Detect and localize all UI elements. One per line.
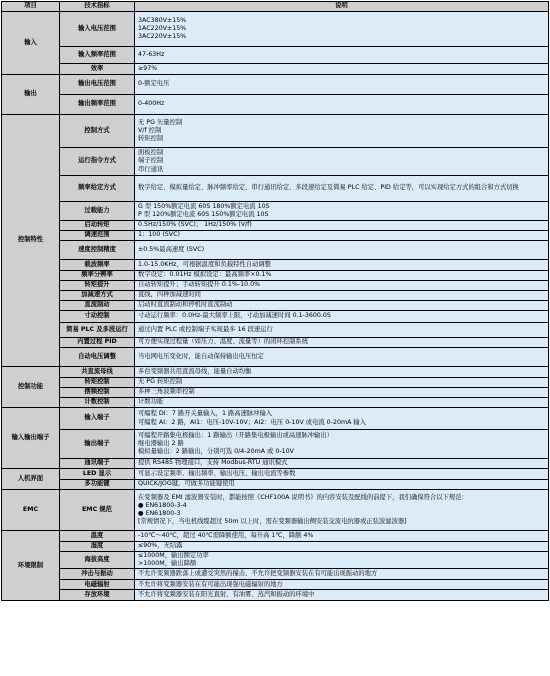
description-line: 可编程 DI：7 路开关量输入，1 路高速脉冲输入	[138, 410, 273, 418]
table-row	[2, 95, 549, 115]
description-line: [常规情况下，当电机线缆超过 50m 以上时，需在变频器输出侧安装交流电抗器或正弦波滤波器]	[138, 518, 407, 526]
table-row	[2, 348, 549, 367]
description-cell	[135, 231, 549, 241]
description-cell	[135, 430, 549, 459]
description-line: -10℃～40℃，超过 40℃需降额使用，每升高 1℃，降额 4%	[138, 531, 314, 539]
table-row	[2, 323, 549, 338]
description-cell	[135, 95, 549, 115]
table-row	[2, 75, 549, 95]
table-row	[2, 480, 549, 490]
parameter-cell: 简易 PLC 及多段运行	[60, 323, 135, 338]
table-row	[2, 569, 549, 580]
parameter-cell: 效率	[60, 64, 135, 75]
parameter-cell: 速度控制精度	[60, 241, 135, 260]
table-row	[2, 430, 549, 459]
parameter-cell: 输入频率范围	[60, 47, 135, 64]
parameter-cell: 寸动控制	[60, 311, 135, 323]
description-cell	[135, 378, 549, 388]
description-cell	[135, 12, 549, 47]
description-line: 计数功能	[138, 398, 164, 406]
table-row	[2, 281, 549, 291]
description-cell	[135, 569, 549, 580]
description-line: 继电器输出 2 路	[138, 439, 184, 447]
parameter-cell: 调速范围	[60, 231, 135, 241]
description-cell	[135, 176, 549, 202]
description-cell	[135, 388, 549, 398]
description-line: 0-额定电压	[138, 80, 170, 88]
table-row	[2, 459, 549, 469]
parameter-cell: 自动电压调整	[60, 348, 135, 367]
description-cell	[135, 281, 549, 291]
parameter-cell: 湿度	[60, 542, 135, 552]
description-line: 自动转矩提升；手动转矩提升 0.1%-10.0%	[138, 281, 261, 289]
description-cell	[135, 291, 549, 301]
description-line: 3AC380V±15%	[138, 16, 187, 24]
description-line: 可显示设定频率、输出频率、输出电压、输出电流等参数	[138, 469, 296, 477]
table-row	[2, 388, 549, 398]
table-row	[2, 221, 549, 231]
description-line: 0-400Hz	[138, 100, 165, 108]
description-line: QUICK/JOG键，可做多功能键使用	[138, 480, 235, 488]
table-row	[2, 590, 549, 601]
description-line: 在变频器及 EMI 滤波器安装时，都能按照《CHF100A 说明书》的内容安装及配线的前提下，我们确保符合以下规范：	[138, 493, 468, 501]
description-cell	[135, 115, 549, 148]
parameter-cell: 启动转矩	[60, 221, 135, 231]
description-cell	[135, 408, 549, 430]
description-cell	[135, 301, 549, 311]
description-line: 无 PG 矢量控制	[138, 118, 183, 126]
table-row	[2, 260, 549, 271]
description-line: 面板控制	[138, 149, 164, 157]
table-row	[2, 378, 549, 388]
table-row	[2, 542, 549, 552]
description-line: 1AC220V±15%	[138, 24, 187, 32]
category-cell: 输入	[2, 12, 60, 75]
description-cell	[135, 490, 549, 531]
description-line: 模拟量输出：2 路输出，分别可选 0/4-20mA 或 0-10V	[138, 448, 294, 456]
description-line: ● EN61800-3-4	[138, 501, 187, 509]
category-cell: 输入输出端子	[2, 408, 60, 469]
table-row	[2, 115, 549, 148]
table-row	[2, 338, 549, 348]
category-cell: EMC	[2, 490, 60, 531]
table-row	[2, 398, 549, 408]
description-line: 不允许将变频器安装在阳光直射、有油雾、蒸汽和振动的环境中	[138, 591, 315, 599]
parameter-cell: 海拔高度	[60, 552, 135, 569]
parameter-cell: 输出端子	[60, 430, 135, 459]
spec-table-container	[1, 1, 548, 601]
table-row	[2, 176, 549, 202]
description-line: 通过内置 PLC 或控制端子实现最多 16 段速运行	[138, 325, 273, 333]
parameter-cell: 加减速方式	[60, 291, 135, 301]
parameter-cell: 通讯端子	[60, 459, 135, 469]
table-row	[2, 552, 549, 569]
description-line: 可方便实现过程量（如压力、温度、流量等）的闭环控制系统	[138, 338, 309, 346]
description-cell	[135, 148, 549, 176]
description-cell	[135, 323, 549, 338]
description-cell	[135, 348, 549, 367]
description-line: 可编程 AI：2 路，AI1：电压-10V-10V；AI2：电压 0-10V 或电流 0-20mA 输入	[138, 418, 367, 426]
description-line: 当电网电压变化时，能自动保持输出电压恒定	[138, 352, 264, 360]
table-row	[2, 531, 549, 542]
description-cell	[135, 580, 549, 590]
description-line: V/f 控制	[138, 126, 162, 134]
parameter-cell: 频率给定方式	[60, 176, 135, 202]
description-line: 3AC220V±15%	[138, 33, 187, 41]
parameter-cell: 输入电压范围	[60, 12, 135, 47]
category-cell: 人机界面	[2, 469, 60, 490]
description-line: 不允许变频器跌落上或遭受突然的撞击、不允许把变频器安装在有可能出现振动的地方	[138, 570, 378, 578]
spec-table	[1, 1, 549, 601]
description-cell	[135, 590, 549, 601]
parameter-cell: 转矩提升	[60, 281, 135, 291]
parameter-cell: 输入端子	[60, 408, 135, 430]
description-cell	[135, 469, 549, 480]
parameter-cell: 摆频控制	[60, 388, 135, 398]
parameter-cell: 温度	[60, 531, 135, 542]
table-row	[2, 469, 549, 480]
description-cell	[135, 552, 549, 569]
header-spec: 技术指标	[60, 2, 135, 12]
parameter-cell: 计数控制	[60, 398, 135, 408]
table-row	[2, 64, 549, 75]
description-line: 启动时直流制动和停机时直流制动	[138, 301, 233, 309]
table-row	[2, 241, 549, 260]
parameter-cell: 电磁辐射	[60, 580, 135, 590]
description-cell	[135, 202, 549, 221]
parameter-cell: 控制方式	[60, 115, 135, 148]
description-line: ≤1000M，输出额定功率	[138, 552, 209, 559]
description-cell	[135, 75, 549, 95]
table-row	[2, 490, 549, 531]
table-row	[2, 291, 549, 301]
description-line: ● EN61800-3	[138, 510, 181, 517]
description-cell	[135, 311, 549, 323]
description-cell	[135, 480, 549, 490]
description-line: ±0.5%最高速度 (SVC)	[138, 245, 205, 253]
description-cell	[135, 47, 549, 64]
description-line: 1：100 (SVC)	[138, 231, 180, 239]
header-row	[2, 2, 549, 12]
description-line: 端子控制	[138, 157, 164, 165]
table-row	[2, 580, 549, 590]
table-row	[2, 301, 549, 311]
description-cell	[135, 338, 549, 348]
description-cell	[135, 260, 549, 271]
table-row	[2, 367, 549, 378]
description-line: 串行通讯	[138, 165, 164, 173]
parameter-cell: 转矩控制	[60, 378, 135, 388]
header-description: 说明	[135, 2, 549, 12]
parameter-cell: 多功能键	[60, 480, 135, 490]
description-cell	[135, 271, 549, 281]
table-row	[2, 148, 549, 176]
description-cell	[135, 542, 549, 552]
parameter-cell: 输出频率范围	[60, 95, 135, 115]
category-cell: 控制特性	[2, 115, 60, 367]
table-row	[2, 271, 549, 281]
description-line: 直线，四种加减速时间	[138, 291, 201, 299]
table-row	[2, 231, 549, 241]
parameter-cell: 过载能力	[60, 202, 135, 221]
description-line: >1000M，输出降额	[138, 560, 197, 568]
description-line: 多台变频器共用直流母线，能量自动均衡	[138, 367, 252, 375]
description-line: 数字设定：0.01Hz 模拟设定：最高频率×0.1%	[138, 271, 272, 279]
spec-table-body	[2, 12, 549, 601]
description-line: ≤90%，无结露	[138, 542, 183, 550]
category-cell: 输出	[2, 75, 60, 115]
description-line: 1.0-15.0KHz，可根据温度和负载特性自动调整	[138, 260, 271, 268]
table-row	[2, 202, 549, 221]
description-line: G 型 150%额定电流 60S 180%额定电流 10S	[138, 202, 270, 210]
table-row	[2, 311, 549, 323]
parameter-cell: 运行指令方式	[60, 148, 135, 176]
description-line: 提供 RS485 物理接口，支持 Modbus-RTU 通讯模式	[138, 459, 288, 467]
parameter-cell: 内置过程 PID	[60, 338, 135, 348]
description-line: 不允许将变频器安装在有可能出现强电磁辐射的地方	[138, 580, 283, 588]
description-line: 多种三角波频率控制	[138, 388, 195, 396]
description-cell	[135, 241, 549, 260]
parameter-cell: EMC 规范	[60, 490, 135, 531]
description-cell	[135, 398, 549, 408]
description-line: 可编程开路集电极输出：1 路输出（开路集电极输出或高速脉冲输出）	[138, 431, 333, 439]
parameter-cell: LED 显示	[60, 469, 135, 480]
table-row	[2, 408, 549, 430]
description-cell	[135, 531, 549, 542]
table-row	[2, 12, 549, 47]
description-cell	[135, 459, 549, 469]
description-cell	[135, 221, 549, 231]
table-row	[2, 47, 549, 64]
description-cell	[135, 367, 549, 378]
description-line: 0.5Hz/150% (SVC)； 1Hz/150% (V/f)	[138, 221, 252, 229]
description-line: 寸动运行频率：0.0Hz-最大频率上限，寸动加减速时间 0.1-3600.0S	[138, 312, 331, 320]
parameter-cell: 冲击与振动	[60, 569, 135, 580]
category-cell: 控制功能	[2, 367, 60, 408]
category-cell: 环境限制	[2, 531, 60, 601]
parameter-cell: 共直流母线	[60, 367, 135, 378]
parameter-cell: 载波频率	[60, 260, 135, 271]
description-line: ≥97%	[138, 64, 158, 72]
parameter-cell: 存放环境	[60, 590, 135, 601]
parameter-cell: 频率分辨率	[60, 271, 135, 281]
description-line: 数字给定、模拟量给定、脉冲频率给定、串行通讯给定、多段速给定及简易 PLC 给定、PID 给定等，可以实现给定方式的组合和方式切换	[138, 184, 519, 192]
header-item: 项目	[2, 2, 60, 12]
description-line: P 型 120%额定电流 60S 150%额定电流 10S	[138, 211, 269, 218]
description-line: 47-63Hz	[138, 50, 165, 58]
description-cell	[135, 64, 549, 75]
parameter-cell: 直流制动	[60, 301, 135, 311]
parameter-cell: 输出电压范围	[60, 75, 135, 95]
description-line: 无 PG 转矩控制	[138, 378, 183, 386]
description-line: 转矩控制	[138, 135, 164, 143]
